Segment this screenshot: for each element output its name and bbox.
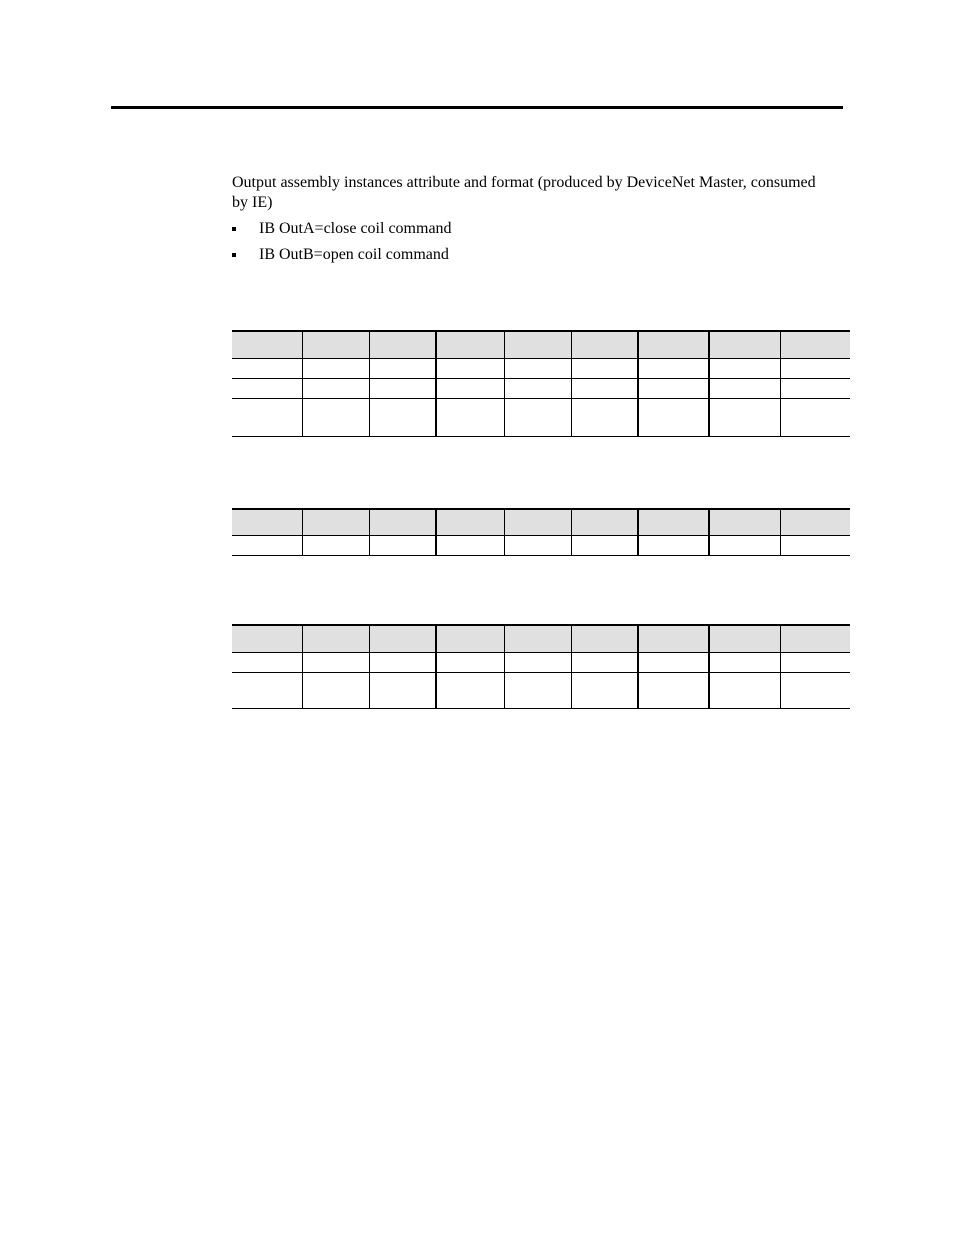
table-cell — [302, 625, 369, 652]
table-cell — [780, 378, 850, 398]
table-row — [232, 398, 850, 436]
table-cell — [504, 672, 571, 708]
table-cell — [709, 625, 780, 652]
table-header-row — [232, 509, 850, 535]
table-cell — [709, 398, 780, 436]
table-cell — [638, 378, 709, 398]
table-cell — [709, 331, 780, 358]
table-cell — [571, 378, 638, 398]
bullet-item-outa — [232, 219, 452, 245]
table-cell — [369, 331, 436, 358]
table-cell — [302, 535, 369, 555]
table-cell — [780, 652, 850, 672]
assembly-table-3 — [232, 624, 850, 709]
table-cell — [369, 652, 436, 672]
table-cell — [709, 509, 780, 535]
table-cell — [638, 652, 709, 672]
table-cell — [369, 535, 436, 555]
table-cell — [436, 652, 504, 672]
table-row — [232, 378, 850, 398]
table-cell — [571, 652, 638, 672]
table-cell — [369, 672, 436, 708]
table-cell — [504, 331, 571, 358]
table-cell — [436, 378, 504, 398]
assembly-table-2 — [232, 508, 850, 556]
table-cell — [302, 398, 369, 436]
table-cell — [302, 378, 369, 398]
table-cell — [504, 378, 571, 398]
table-cell — [436, 625, 504, 652]
table-cell — [369, 625, 436, 652]
bullet-text: IB OutA=close coil command — [259, 220, 452, 237]
table-cell — [436, 672, 504, 708]
table-cell — [504, 509, 571, 535]
table-row — [232, 535, 850, 555]
table-cell — [709, 358, 780, 378]
table-cell — [571, 358, 638, 378]
table-cell — [232, 535, 302, 555]
table-cell — [504, 652, 571, 672]
table-cell — [709, 652, 780, 672]
table-cell — [232, 672, 302, 708]
table-cell — [436, 535, 504, 555]
table-row — [232, 358, 850, 378]
table-cell — [780, 509, 850, 535]
table-cell — [302, 331, 369, 358]
table-cell — [709, 672, 780, 708]
table-cell — [302, 652, 369, 672]
table-cell — [571, 509, 638, 535]
table-cell — [232, 652, 302, 672]
table-cell — [232, 378, 302, 398]
table-cell — [571, 672, 638, 708]
bullet-square-icon — [232, 253, 236, 257]
table-cell — [369, 398, 436, 436]
table-cell — [709, 378, 780, 398]
table-cell — [232, 509, 302, 535]
table-cell — [232, 398, 302, 436]
table-row — [232, 672, 850, 708]
intro-paragraph: Output assembly instances attribute and format (produced by DeviceNet Master, consumed by IE) — [232, 174, 816, 211]
table-cell — [638, 331, 709, 358]
table-cell — [302, 672, 369, 708]
table-cell — [638, 509, 709, 535]
table-cell — [780, 625, 850, 652]
table-cell — [780, 672, 850, 708]
table-cell — [504, 358, 571, 378]
table-cell — [638, 625, 709, 652]
header-rule — [111, 106, 843, 109]
table-cell — [780, 398, 850, 436]
table-cell — [504, 398, 571, 436]
bullet-text: IB OutB=open coil command — [259, 246, 449, 263]
table-cell — [638, 672, 709, 708]
table-cell — [780, 331, 850, 358]
table-cell — [436, 331, 504, 358]
table-cell — [504, 535, 571, 555]
table-cell — [571, 535, 638, 555]
table-cell — [780, 535, 850, 555]
table-cell — [302, 509, 369, 535]
table-cell — [436, 398, 504, 436]
table-cell — [436, 509, 504, 535]
table-header-row — [232, 625, 850, 652]
table-cell — [232, 625, 302, 652]
assembly-table-1 — [232, 330, 850, 437]
table-row — [232, 652, 850, 672]
table-cell — [232, 331, 302, 358]
table-cell — [709, 535, 780, 555]
bullet-list — [232, 219, 452, 271]
table-cell — [369, 358, 436, 378]
table-cell — [436, 358, 504, 378]
table-cell — [302, 358, 369, 378]
table-cell — [369, 509, 436, 535]
table-cell — [369, 378, 436, 398]
table-cell — [571, 398, 638, 436]
table-cell — [638, 398, 709, 436]
table-cell — [638, 535, 709, 555]
table-cell — [638, 358, 709, 378]
table-cell — [571, 331, 638, 358]
bullet-square-icon — [232, 227, 236, 231]
table-cell — [571, 625, 638, 652]
table-header-row — [232, 331, 850, 358]
table-cell — [780, 358, 850, 378]
table-cell — [504, 625, 571, 652]
bullet-item-outb — [232, 245, 452, 271]
table-cell — [232, 358, 302, 378]
